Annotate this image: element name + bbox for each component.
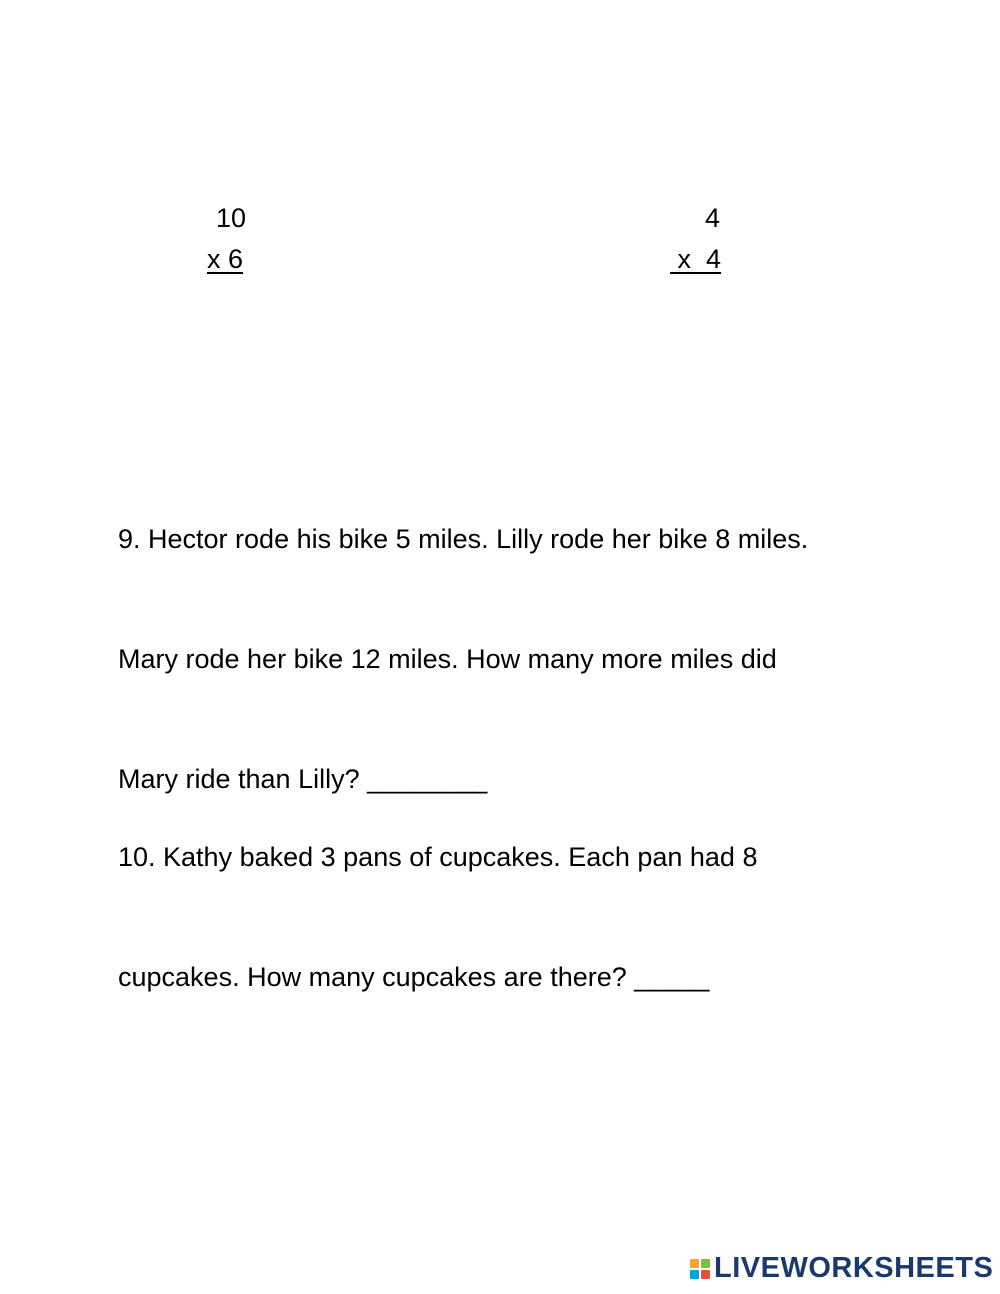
liveworksheets-logo <box>690 1254 993 1283</box>
logo-text: LIVEWORKSHEETS <box>714 1252 994 1284</box>
left-bottom-multiplier: x 6 <box>207 244 244 274</box>
question-9-line-2: Mary rode her bike 12 miles. How many more miles did <box>118 644 777 674</box>
question-9-line-1: 9. Hector rode his bike 5 miles. Lilly rode her bike 8 miles. <box>118 524 809 554</box>
left-top-number: 10 <box>216 203 247 233</box>
question-10-line-2: cupcakes. How many cupcakes are there? _____ <box>118 962 710 992</box>
question-9-line-3: Mary ride than Lilly? ________ <box>118 764 488 794</box>
right-bottom-multiplier: x 4 <box>670 244 722 274</box>
right-top-number: 4 <box>705 203 721 233</box>
question-10-line-1: 10. Kathy baked 3 pans of cupcakes. Each pan had 8 <box>118 842 758 872</box>
question-10 <box>118 757 757 1037</box>
liveworksheets-logo-icon <box>690 1259 710 1279</box>
